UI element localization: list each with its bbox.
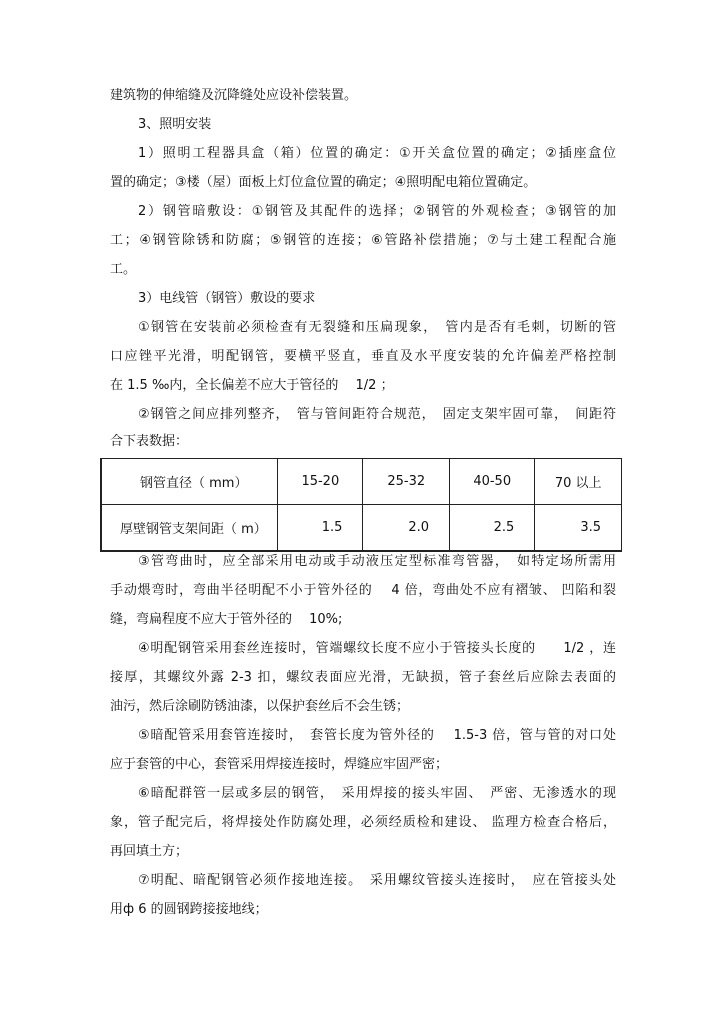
- text-line: ①钢管在安装前必须检查有无裂缝和压扁现象， 管内是否有毛刺，切断的管: [138, 320, 616, 335]
- text-line: ③管弯曲时，应全部采用电动或手动液压定型标准弯管器， 如特定场所需用: [138, 554, 616, 569]
- table-cell: 70 以上: [535, 459, 622, 505]
- table-cell: 40-50: [450, 459, 535, 505]
- text-line: 油污，然后涂刷防锈油漆，以保护套丝后不会生锈；: [110, 699, 410, 714]
- table-cell: 厚壁钢管支架间距（ m）: [101, 505, 278, 552]
- text-line: 应于套管的中心，套管采用焊接连接时，焊缝应牢固严密；: [110, 757, 449, 772]
- pipe-support-spacing-table: [100, 458, 622, 552]
- section-heading: 3、照明安装: [138, 117, 212, 132]
- text-line: 建筑物的伸缩缝及沉降缝处应设补偿装置。: [110, 88, 358, 103]
- text-line: ⑦明配、暗配钢管必须作接地连接。 采用螺纹管接头连接时， 应在管接头处: [138, 873, 616, 888]
- table-cell: 25-32: [363, 459, 450, 505]
- table-cell: 2.5: [450, 505, 535, 552]
- text-line: 口应锉平光滑，明配钢管，要横平竖直，垂直及水平度安装的允许偏差严格控制: [110, 349, 616, 364]
- table-cell: 2.0: [363, 505, 450, 552]
- text-line: 象，管子配完后，将焊接处作防腐处理，必须经质检和建设、 监理方检查合格后，: [110, 815, 616, 830]
- text-line: 缝，弯扁程度不应大于管外径的 10%;: [110, 612, 343, 627]
- table-header-row: [101, 459, 622, 505]
- text-line: 手动煨弯时，弯曲半径明配不小于管外径的 4 倍，弯曲处不应有褶皱、 凹陷和裂: [110, 583, 616, 598]
- table-cell: 3.5: [535, 505, 622, 552]
- table-cell: 1.5: [278, 505, 363, 552]
- text-line: ④明配钢管采用套丝连接时，管端螺纹长度不应小于管接头长度的 1/2 ，连: [138, 641, 616, 656]
- text-line: 用ф 6 的圆钢跨接接地线；: [110, 902, 268, 917]
- text-line: 合下表数据：: [110, 434, 189, 449]
- table-cell: 15-20: [278, 459, 363, 505]
- text-line: 2）钢管暗敷设：①钢管及其配件的选择；②钢管的外观检查；③钢管的加: [138, 204, 616, 219]
- text-line: 接厚，其螺纹外露 2-3 扣，螺纹表面应光滑，无缺损，管子套丝后应除去表面的: [110, 670, 616, 685]
- table-row: [101, 505, 622, 552]
- text-line: 再回填土方；: [110, 844, 189, 859]
- text-line: ②钢管之间应排列整齐， 管与管间距符合规范， 固定支架牢固可靠， 间距符: [138, 407, 616, 422]
- text-line: 在 1.5 ‰内，全长偏差不应大于管径的 1/2 ；: [110, 378, 394, 393]
- text-line: ⑤暗配管采用套管连接时， 套管长度为管外径的 1.5-3 倍，管与管的对口处: [138, 728, 616, 743]
- table-cell: 钢管直径（ mm）: [101, 459, 278, 505]
- subsection-heading: 3）电线管（钢管）敷设的要求: [138, 291, 316, 306]
- text-line: 工。: [110, 262, 137, 277]
- text-line: 1）照明工程器具盒（箱）位置的确定：①开关盒位置的确定；②插座盒位: [138, 146, 616, 161]
- text-line: 置的确定；③楼（屋）面板上灯位盒位置的确定；④照明配电箱位置确定。: [110, 175, 537, 190]
- text-line: 工；④钢管除锈和防腐；⑤钢管的连接；⑥管路补偿措施；⑦与土建工程配合施: [110, 233, 616, 248]
- text-line: ⑥暗配群管一层或多层的钢管， 采用焊接的接头牢固、 严密、无渗透水的现: [138, 786, 616, 801]
